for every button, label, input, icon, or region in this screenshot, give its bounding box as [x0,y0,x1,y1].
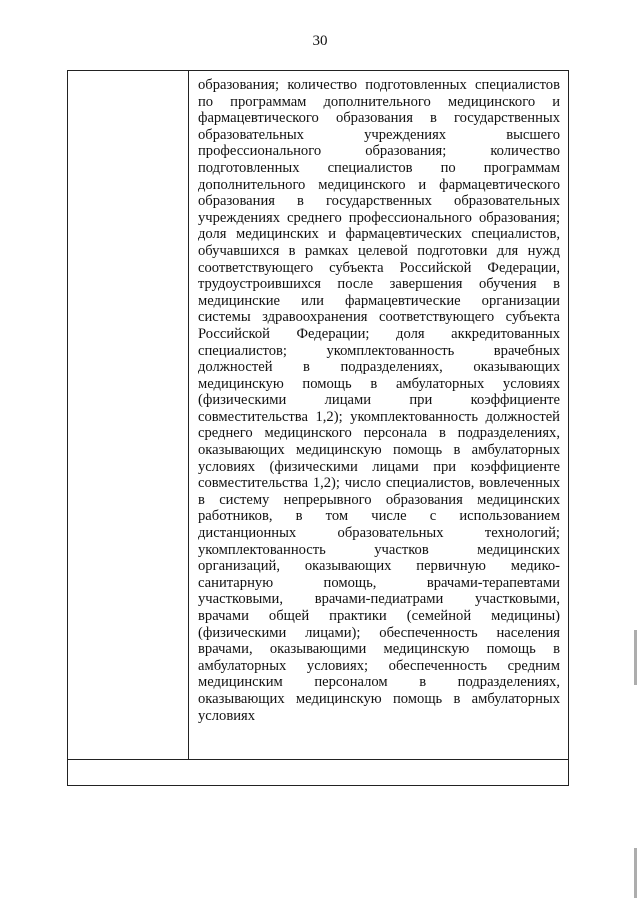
text-line: совместительства 1,2); укомплектованность должностей [198,408,560,425]
document-table [67,70,569,786]
text-line: специалистов; укомплектованность врачебных [198,342,560,359]
text-line: образования в государственных образовательных [198,193,560,210]
text-line: учреждениях среднего профессионального образования; [198,209,560,226]
text-line: работников, в том числе с использованием [198,508,560,525]
text-line: врачами, оказывающими медицинскую помощь в [198,641,560,658]
text-line: санитарную помощь, врачами-терапевтами [198,574,560,591]
text-line: Российской Федерации; доля аккредитованных [198,325,560,342]
text-line: медицинские или фармацевтические организации [198,292,560,309]
text-line: амбулаторных условиях; обеспеченность средним [198,657,560,674]
scan-artifact-mark [634,630,637,685]
text-line: соответствующего субъекта Российской Федерации, [198,259,560,276]
text-line: трудоустроившихся после завершения обучения в [198,276,560,293]
table-left-cell [68,71,189,759]
text-line: дополнительного медицинского и фармацевтического [198,176,560,193]
indicators-text [198,77,560,724]
page-number: 30 [312,33,328,49]
text-line: среднего медицинского персонала в подразделениях, [198,425,560,442]
text-line: профессионального образования; количество [198,143,560,160]
text-line: образовательных учреждениях высшего [198,126,560,143]
text-line: оказывающих медицинскую помощь в амбулаторных [198,690,560,707]
text-line: (физическими лицами при коэффициенте [198,392,560,409]
text-line: медицинским персоналом в подразделениях, [198,674,560,691]
table-right-cell [189,71,568,759]
text-line: образования; количество подготовленных специалистов [198,77,560,93]
table-bottom-row [68,759,568,786]
text-line: обучавшихся в рамках целевой подготовки для нужд [198,242,560,259]
text-line: организаций, оказывающих первичную медико- [198,558,560,575]
text-line: по программам дополнительного медицинского и [198,93,560,110]
text-line: укомплектованность участков медицинских [198,541,560,558]
text-line: условиях [198,707,256,724]
text-line: подготовленных специалистов по программам [198,159,560,176]
text-line: оказывающих медицинскую помощь в амбулаторных [198,442,560,459]
text-line: в систему непрерывного образования медицинских [198,491,560,508]
text-line: фармацевтического образования в государственных [198,110,560,127]
text-line: системы здравоохранения соответствующего субъекта [198,309,560,326]
text-line: должностей в подразделениях, оказывающих [198,359,560,376]
text-line: совместительства 1,2); число специалистов, вовлеченных [198,475,560,492]
text-line: (физическими лицами); обеспеченность населения [198,624,560,641]
text-line: дистанционных образовательных технологий; [198,525,560,542]
scan-artifact-mark [634,848,637,898]
text-line: доля медицинских и фармацевтических специалистов, [198,226,560,243]
text-line: врачами общей практики (семейной медицины) [198,608,560,624]
text-line: условиях (физическими лицами при коэффициенте [198,458,560,475]
text-line: медицинскую помощь в амбулаторных условиях [198,375,560,392]
text-line: участковыми, врачами-педиатрами участковыми, [198,591,560,608]
